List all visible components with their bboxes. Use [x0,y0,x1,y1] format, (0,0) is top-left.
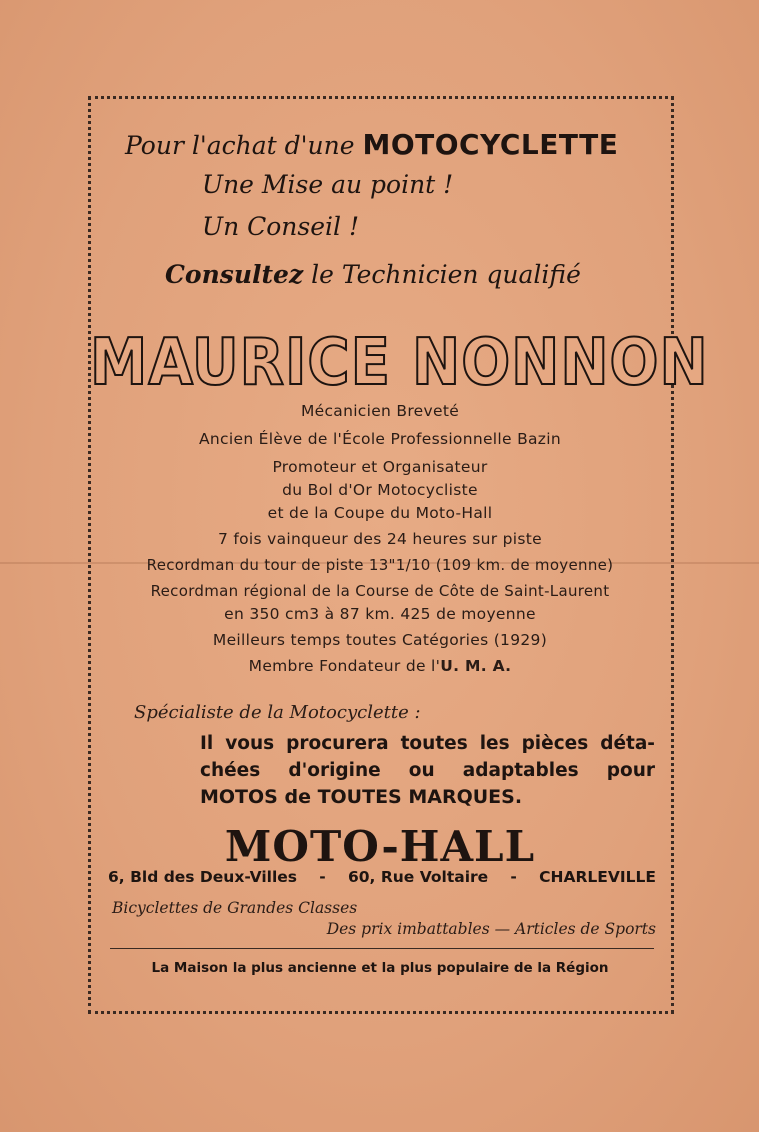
credential-line: en 350 cm3 à 87 km. 425 de moyenne [224,605,536,623]
divider-rule [110,948,654,949]
credential-line: 7 fois vainqueur des 24 heures sur piste [218,530,542,548]
tagline-bicycles: Bicyclettes de Grandes Classes [112,899,358,917]
credential-line: du Bol d'Or Motocycliste [282,481,478,499]
address-separator: - [510,868,517,886]
member-line [90,657,670,675]
headline-line4 [165,260,581,289]
address-city: CHARLEVILLE [539,868,656,886]
shop-name: MOTO-HALL [224,822,536,871]
paragraph-line: Il vous procurera toutes les pièces déta- [200,733,655,754]
address-separator: - [319,868,326,886]
headline-line1 [125,128,618,161]
technician-name: MAURICE NONNON [90,326,709,400]
headline-line2: Une Mise au point ! [202,170,454,199]
uma-label: U. M. A. [440,657,512,675]
credential-line: et de la Coupe du Moto-Hall [267,504,493,522]
member-prefix: Membre Fondateur de l' [248,657,441,675]
address-part2: 60, Rue Voltaire [347,868,489,886]
address-line [108,868,656,886]
specialist-heading: Spécialiste de la Motocyclette : [134,702,421,723]
credential-line: Ancien Élève de l'École Professionnelle Bazin [199,430,561,448]
paragraph-line-brands: MOTOS de TOUTES MARQUES. [200,786,523,808]
headline-consultez: Consultez [165,260,304,289]
credential-line: Promoteur et Organisateur [272,458,488,476]
headline-prefix: Pour l'achat d'une [125,131,355,160]
headline-line3: Un Conseil ! [202,212,360,241]
credential-line: Mécanicien Breveté [300,402,460,420]
credential-line: Recordman régional de la Course de Côte de Saint-Laurent [150,582,610,600]
footer-slogan: La Maison la plus ancienne et la plus populaire de la Région [151,960,609,976]
tagline-prices: Des prix imbattables — Articles de Sports [326,920,656,938]
headline-technicien: le Technicien qualifié [311,260,581,289]
credential-line: Recordman du tour de piste 13"1/10 (109 km. de moyenne) [146,556,614,574]
paragraph-line: chées d'origine ou adaptables pour [200,760,655,781]
address-part1: 6, Bld des Deux-Villes [108,868,298,886]
headline-motocyclette: MOTOCYCLETTE [362,128,619,161]
credential-line: Meilleurs temps toutes Catégories (1929) [212,631,548,649]
